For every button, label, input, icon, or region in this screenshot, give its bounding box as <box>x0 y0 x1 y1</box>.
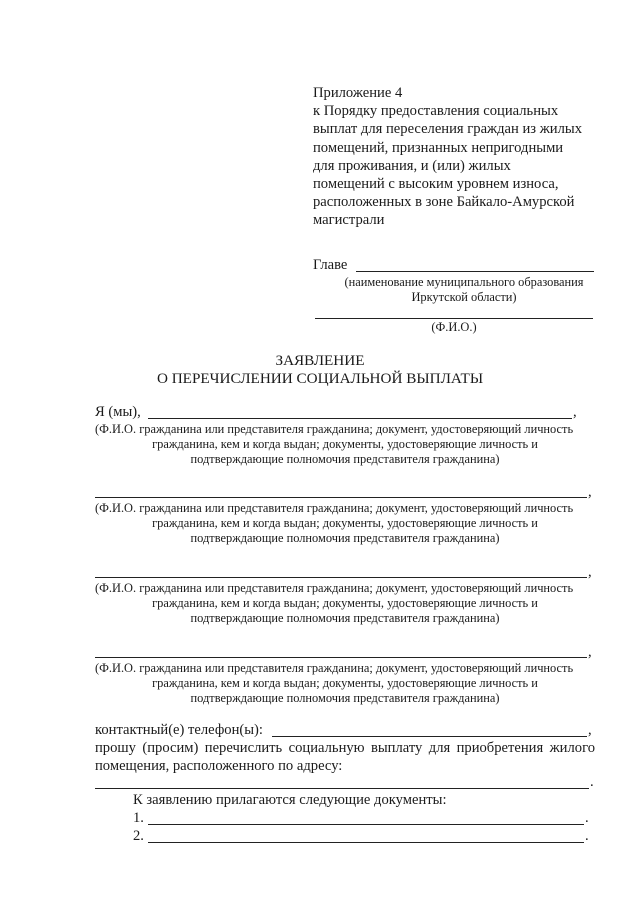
applicant-hint-1: (Ф.И.О. гражданина или представителя гражданина; документ, удостоверяющий личность <box>95 661 574 675</box>
addressee-hint-1: (наименование муниципального образования <box>344 275 584 289</box>
attachment-input-line[interactable] <box>148 824 584 825</box>
attachment-input-line[interactable] <box>148 842 584 843</box>
annex-line: помещений, признанных непригодными <box>313 139 564 156</box>
attachment-number: 1. <box>133 810 144 826</box>
line-comma: , <box>588 644 592 660</box>
annex-line: расположенных в зоне Байкало-Амурской <box>313 194 575 211</box>
attachments-heading: К заявлению прилагаются следующие документы: <box>133 792 447 808</box>
attachment-number: 2. <box>133 828 144 844</box>
address-input-line[interactable] <box>95 788 589 789</box>
line-period: . <box>590 774 594 790</box>
annex-block <box>313 84 613 230</box>
applicant-input-line[interactable] <box>95 657 587 658</box>
document-title: ЗАЯВЛЕНИЕ <box>275 352 365 369</box>
request-line-2: помещения, расположенного по адресу: <box>95 758 343 774</box>
applicant-input-line[interactable] <box>95 497 587 498</box>
applicant-hint-2: гражданина, кем и когда выдан; документы, удостоверяющие личность и <box>152 676 538 690</box>
line-comma: , <box>588 564 592 580</box>
annex-line: к Порядку предоставления социальных <box>313 103 559 120</box>
addressee-hint-2: Иркутской области) <box>411 290 517 304</box>
phone-label: контактный(е) телефон(ы): <box>95 722 263 738</box>
line-period: . <box>585 810 589 826</box>
applicant-input-line[interactable] <box>95 577 587 578</box>
applicant-input-line[interactable] <box>148 418 572 419</box>
applicant-prefix: Я (мы), <box>95 404 141 420</box>
request-line-1: прошу (просим) перечислить социальную выплату для приобретения жилого <box>95 740 595 756</box>
applicant-hint-1: (Ф.И.О. гражданина или представителя гражданина; документ, удостоверяющий личность <box>95 422 574 436</box>
applicant-hint-3: подтверждающие полномочия представителя гражданина) <box>190 611 500 625</box>
annex-line: Приложение 4 <box>313 85 403 101</box>
applicant-hint-2: гражданина, кем и когда выдан; документы, удостоверяющие личность и <box>152 596 538 610</box>
fio-input-line[interactable] <box>315 318 593 319</box>
annex-line: помещений с высоким уровнем износа, <box>313 176 559 193</box>
addressee-input-line[interactable] <box>356 271 594 272</box>
annex-line: выплат для переселения граждан из жилых <box>313 121 582 138</box>
addressee-label: Главе <box>313 257 348 273</box>
annex-line: магистрали <box>313 212 385 229</box>
fio-hint: (Ф.И.О.) <box>431 320 477 334</box>
applicant-hint-2: гражданина, кем и когда выдан; документы, удостоверяющие личность и <box>152 516 538 530</box>
line-comma: , <box>588 722 592 738</box>
applicant-hint-1: (Ф.И.О. гражданина или представителя гражданина; документ, удостоверяющий личность <box>95 501 574 515</box>
annex-line: для проживания, и (или) жилых <box>313 157 511 174</box>
line-period: . <box>585 828 589 844</box>
document-subtitle: О ПЕРЕЧИСЛЕНИИ СОЦИАЛЬНОЙ ВЫПЛАТЫ <box>156 370 484 387</box>
applicant-hint-3: подтверждающие полномочия представителя гражданина) <box>190 691 500 705</box>
applicant-hint-2: гражданина, кем и когда выдан; документы, удостоверяющие личность и <box>152 437 538 451</box>
line-comma: , <box>588 484 592 500</box>
applicant-hint-3: подтверждающие полномочия представителя гражданина) <box>190 531 500 545</box>
line-comma: , <box>573 404 577 420</box>
applicant-hint-1: (Ф.И.О. гражданина или представителя гражданина; документ, удостоверяющий личность <box>95 581 574 595</box>
applicant-hint-3: подтверждающие полномочия представителя гражданина) <box>190 452 500 466</box>
phone-input-line[interactable] <box>272 736 587 737</box>
